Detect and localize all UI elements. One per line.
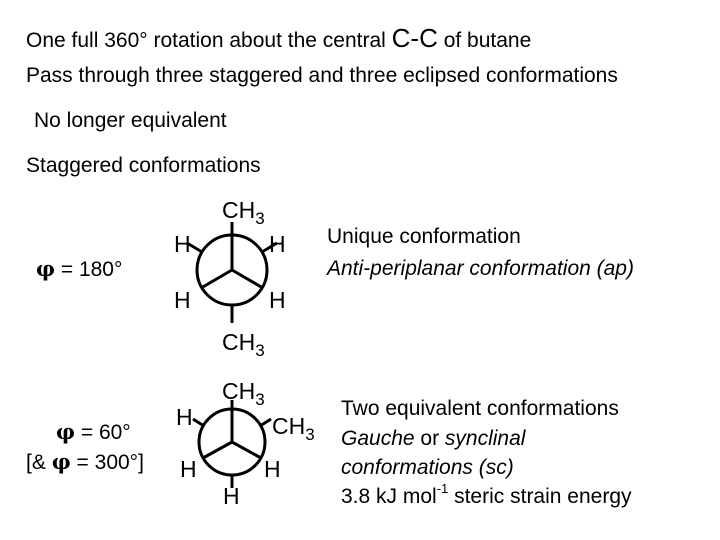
front-bond-lower-right — [232, 442, 261, 458]
synclinal-term: synclinal — [444, 427, 526, 450]
gauche-description-3: conformations (sc) — [341, 456, 514, 479]
phi-symbol: φ — [36, 256, 56, 281]
alt-angle-suffix: = 300°] — [70, 451, 144, 474]
gauche-description-1: Two equivalent conformations — [341, 397, 619, 420]
gauche-top-group: $CH_3$ — [222, 378, 265, 409]
gauche-lower-left-group: H — [180, 456, 197, 482]
phi-symbol: φ — [56, 419, 76, 444]
anti-top-group: $CH_3$ — [222, 197, 265, 228]
title-line-start: One full 360° rotation about the central — [26, 29, 392, 52]
front-bond-lower-right — [232, 270, 263, 288]
note-line: No longer equivalent — [34, 109, 227, 132]
or-word: or — [414, 427, 445, 450]
gauche-upper-right-group: $CH_3$ — [272, 413, 315, 444]
anti-labels — [174, 197, 286, 360]
gauche-lower-right-group: H — [264, 456, 281, 482]
anti-description-1: Unique conformation — [327, 225, 521, 248]
anti-description-2: Anti-periplanar conformation (ap) — [327, 257, 634, 280]
alt-angle-prefix: [& — [26, 451, 52, 474]
cc-bond-label: C-C — [391, 23, 438, 53]
gauche-upper-left-group: H — [176, 404, 193, 430]
anti-lower-right-group: H — [269, 287, 286, 313]
energy-value: 3.8 kJ mol — [341, 485, 437, 508]
anti-upper-right-group: H — [269, 231, 286, 257]
energy-exponent: -1 — [436, 481, 449, 496]
gauche-term: Gauche — [341, 427, 415, 450]
anti-angle-value: = 180° — [55, 258, 123, 281]
gauche-angle-value: = 60° — [75, 421, 131, 444]
front-bond-lower-left — [203, 442, 232, 458]
gauche-bottom-group: H — [223, 483, 240, 509]
gauche-labels — [176, 378, 315, 509]
front-bond-lower-left — [201, 270, 232, 288]
anti-lower-left-group: H — [174, 287, 191, 313]
phi-symbol: φ — [51, 449, 71, 474]
gauche-newman-projection — [193, 400, 271, 488]
title-line-end: of butane — [437, 29, 532, 52]
subtitle-line: Pass through three staggered and three eclipsed conformations — [26, 64, 618, 87]
anti-upper-left-group: H — [174, 231, 191, 257]
energy-suffix: steric strain energy — [448, 485, 632, 508]
anti-newman-projection — [187, 222, 277, 323]
rear-bond-upper-left — [193, 419, 204, 426]
rear-bond-upper-right — [260, 419, 271, 426]
anti-bottom-group: $CH_3$ — [222, 329, 265, 360]
section-heading: Staggered conformations — [26, 154, 261, 177]
